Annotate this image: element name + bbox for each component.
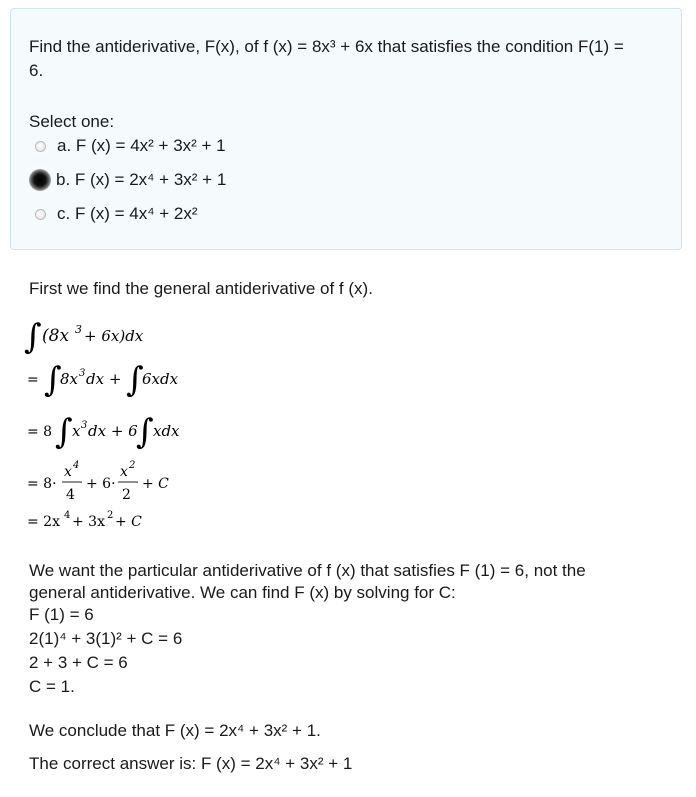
option-b-label: b. F (x) = 2x⁴ + 3x² + 1 [56,170,227,189]
solution-para-line-1: We want the particular antiderivative of f (x) that satisfies F (1) = 6, not the [29,561,586,580]
radio-icon[interactable] [35,209,46,220]
option-b[interactable] [35,168,226,192]
svg-text:dx +: dx + [86,370,122,388]
correct-answer: The correct answer is: F (x) = 2x⁴ + 3x² + 1 [29,754,353,773]
svg-text:2: 2 [107,510,114,521]
svg-text:3: 3 [81,420,88,431]
svg-text:∫: ∫ [126,360,144,400]
svg-text:(8x: (8x [42,326,70,346]
math-step-4 [27,460,169,503]
svg-text:2: 2 [129,460,136,471]
svg-text:∫: ∫ [24,317,42,357]
option-c[interactable] [35,202,198,226]
question-box [10,8,682,250]
svg-text:+ 6·: + 6· [86,476,116,492]
solution-intro: First we find the general antiderivative of f (x). [29,279,373,298]
svg-text:+ 3x: + 3x [72,514,105,530]
svg-text:+ C: + C [115,514,142,530]
option-a[interactable] [35,134,226,158]
svg-text:∫: ∫ [55,412,73,452]
question-text [29,35,669,83]
svg-text:= 2x: = 2x [27,514,60,530]
svg-text:x: x [72,422,81,440]
select-one-label: Select one: [29,112,115,131]
radio-icon[interactable] [35,141,46,152]
svg-text:3: 3 [75,323,82,336]
math-step-3 [27,412,180,452]
svg-text:= 8: = 8 [27,424,53,440]
question-line-2: 6. [29,61,44,80]
solution-math-steps [20,306,220,536]
svg-text:4: 4 [66,487,75,503]
svg-text:x: x [64,464,72,480]
equation-4: C = 1. [29,677,75,696]
math-step-1 [24,317,144,357]
math-step-2 [27,360,179,400]
svg-text:x: x [120,464,128,480]
math-step-5 [27,510,142,530]
svg-text:+ 6x)dx: + 6x)dx [84,327,144,345]
svg-text:+ C: + C [142,476,169,492]
option-a-label: a. F (x) = 4x² + 3x² + 1 [57,136,226,155]
svg-text:2: 2 [122,487,131,503]
svg-text:dx + 6: dx + 6 [88,422,138,440]
equation-3: 2 + 3 + C = 6 [29,653,128,672]
svg-text:∫: ∫ [136,412,154,452]
svg-text:∫: ∫ [44,360,62,400]
svg-text:= 8·: = 8· [27,476,57,492]
svg-text:4: 4 [64,510,71,521]
svg-text:8x: 8x [60,370,79,388]
svg-text:=: = [27,372,39,388]
equation-2: 2(1)⁴ + 3(1)² + C = 6 [29,629,183,648]
option-c-label: c. F (x) = 4x⁴ + 2x² [57,204,198,223]
svg-text:xdx: xdx [153,422,180,440]
question-line-1: Find the antiderivative, F(x), of f (x) = 8x³ + 6x that satisfies the condition F(1) = [29,37,624,56]
solution-para-line-2: general antiderivative. We can find F (x) by solving for C: [29,583,456,602]
radio-checked-icon[interactable] [29,169,51,191]
equation-1: F (1) = 6 [29,605,94,624]
svg-text:4: 4 [73,460,80,471]
svg-text:6xdx: 6xdx [142,370,179,388]
conclusion: We conclude that F (x) = 2x⁴ + 3x² + 1. [29,721,321,740]
svg-text:3: 3 [79,368,86,379]
